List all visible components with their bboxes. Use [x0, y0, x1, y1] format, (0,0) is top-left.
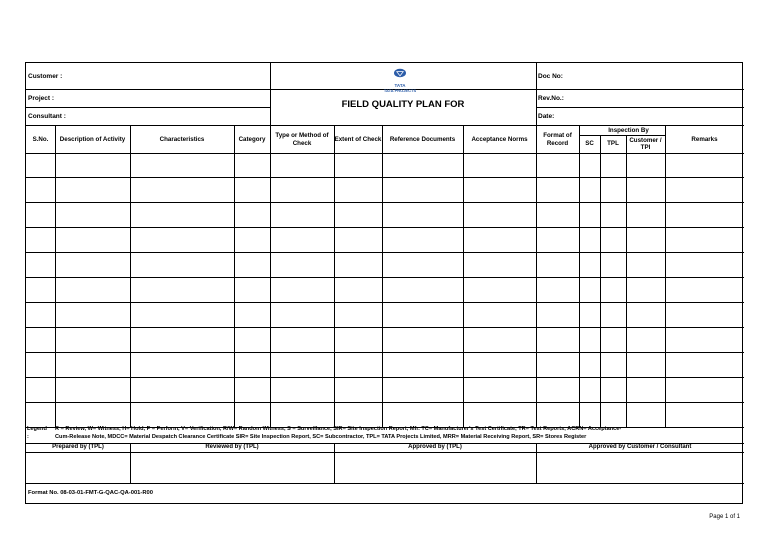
- rev-no-label: Rev.No.:: [538, 95, 564, 102]
- col-line: [55, 125, 56, 427]
- col-header: Format of Record: [543, 132, 572, 147]
- col-line: [600, 135, 601, 427]
- page-number: Page 1 of 1: [709, 514, 740, 520]
- logo-subtext: TATA PROJECTS: [383, 88, 417, 93]
- page-title: FIELD QUALITY PLAN FOR: [341, 99, 465, 110]
- col-header: Description of Activity: [59, 135, 126, 143]
- legend-line-1: R = Review, W= Witness, H= Hold, P = Perform, V= Verification, R/W= Random Witness, S = Surveillance, SIR= Site Inspection Report, Mfr. TC= Manufacturer's Test Certificate, TR= Test Reports, ACRN= Acceptance-: [55, 426, 622, 432]
- reviewed-by-label: Reviewed by (TPL): [205, 444, 259, 450]
- legend-line-2: Cum-Release Note, MDCC= Material Despatch Clearance Certificate SIR= Site Inspection Report, SC= Subcontractor, TPL= TATA Projects Limited, MRR= Material Receiving Report, SR= Stores Register: [55, 434, 587, 440]
- col-header: SC: [585, 140, 594, 148]
- col-line: [463, 125, 464, 427]
- table-row: [26, 352, 744, 353]
- col-header: Extent of Check: [334, 135, 382, 143]
- col-line: [334, 125, 335, 427]
- table-row: [26, 277, 744, 278]
- inspection-by-header: Inspection By: [608, 126, 649, 134]
- header-line: [26, 107, 270, 108]
- col-header: Category: [238, 135, 266, 143]
- table-row: [26, 327, 744, 328]
- col-header: Acceptance Norms: [471, 135, 528, 143]
- tata-logo-icon: [393, 68, 407, 78]
- col-line: [234, 125, 235, 427]
- approved-customer-label: Approved by Customer / Consultant: [588, 444, 692, 450]
- format-number: Format No. 08-03-01-FMT-G-QAC-QA-001-R00: [28, 490, 153, 496]
- table-row: [26, 302, 744, 303]
- col-header: Remarks: [691, 135, 718, 143]
- customer-label: Customer :: [28, 73, 63, 80]
- col-header: Characteristics: [159, 135, 205, 143]
- col-line: [270, 125, 271, 427]
- col-header: Type or Method of Check: [275, 132, 329, 147]
- header-line: [26, 89, 270, 90]
- table-row: [26, 402, 744, 403]
- project-label: Project :: [28, 95, 55, 102]
- col-line: [665, 125, 666, 427]
- prepared-by-label: Prepared by (TPL): [52, 444, 104, 450]
- col-line: [130, 125, 131, 427]
- header-line: [536, 89, 744, 90]
- signature-bottom: [26, 483, 744, 484]
- consultant-label: Consultant :: [28, 113, 66, 120]
- header-row-bottom: [26, 153, 744, 154]
- table-row: [26, 377, 744, 378]
- approved-by-label: Approved by (TPL): [408, 444, 462, 450]
- col-header: Customer / TPI: [629, 136, 662, 151]
- inspection-sub-line: [579, 135, 665, 136]
- col-line: [382, 125, 383, 427]
- header-line: [536, 107, 744, 108]
- col-line: [626, 135, 627, 427]
- table-row: [26, 227, 744, 228]
- signature-header-line: [26, 452, 744, 453]
- tata-logo: [383, 65, 417, 93]
- legend-label: Legend: [27, 426, 47, 432]
- table-row: [26, 177, 744, 178]
- header-divider-left: [270, 63, 271, 125]
- table-row: [26, 252, 744, 253]
- quality-plan-form: [25, 62, 743, 504]
- col-header: Reference Documents: [389, 135, 456, 143]
- date-label: Date:: [538, 113, 555, 120]
- header-divider-right: [536, 63, 537, 125]
- logo-text: TATA: [394, 83, 406, 88]
- col-line: [579, 125, 580, 427]
- doc-no-label: Doc No:: [538, 73, 563, 80]
- col-line: [536, 125, 537, 427]
- col-header: S.No.: [32, 135, 49, 143]
- col-header: TPL: [607, 140, 619, 148]
- table-row: [26, 202, 744, 203]
- legend-colon: :: [27, 434, 29, 440]
